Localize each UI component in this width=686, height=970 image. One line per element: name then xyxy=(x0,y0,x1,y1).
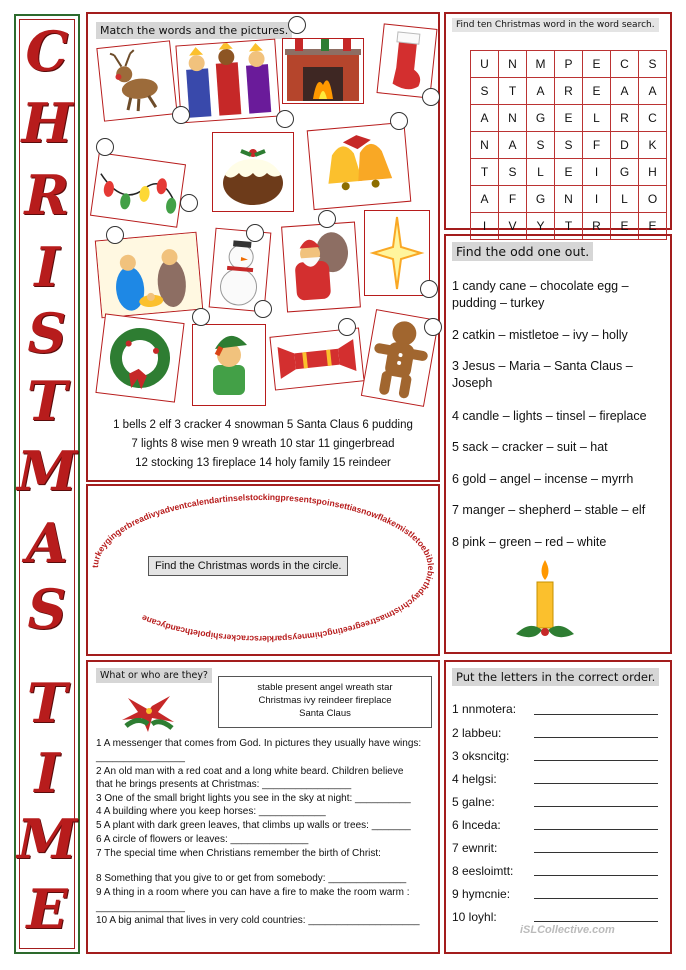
word-search-row xyxy=(471,186,667,213)
pudding-picture xyxy=(212,132,294,212)
word-search-cell[interactable]: E xyxy=(555,105,583,132)
unscramble-item: 10 loyhl: xyxy=(452,910,497,924)
question-line: 10 A big animal that lives in very cold countries: ____________________ xyxy=(96,915,420,926)
word-search-cell[interactable]: E xyxy=(583,51,611,78)
candle-icon xyxy=(512,558,578,644)
match-word-line: 12 stocking 13 fireplace 14 holy family 15 reindeer xyxy=(135,457,391,469)
word-search-cell[interactable]: S xyxy=(471,78,499,105)
word-search-cell[interactable]: T xyxy=(499,78,527,105)
word-search-cell[interactable]: S xyxy=(639,51,667,78)
unscramble-title: Put the letters in the correct order. xyxy=(452,668,659,686)
word-search-instruction: Find ten Christmas word in the word search. xyxy=(452,18,659,32)
odd-item: 5 sack – cracker – suit – hat xyxy=(452,440,608,454)
title-letter: S xyxy=(27,577,67,641)
odd-item: 7 manger – shepherd – stable – elf xyxy=(452,503,646,517)
title-letter: C xyxy=(25,19,69,83)
word-search-cell[interactable]: U xyxy=(471,51,499,78)
poinsettia-icon xyxy=(118,686,180,734)
match-circle[interactable] xyxy=(180,194,198,212)
word-search-cell[interactable]: T xyxy=(555,213,583,240)
match-circle[interactable] xyxy=(288,16,306,34)
answer-line[interactable] xyxy=(534,737,658,738)
circle-words-section xyxy=(86,484,440,656)
match-word-line: 1 bells 2 elf 3 cracker 4 snowman 5 Santa Claus 6 pudding xyxy=(113,419,413,431)
answer-line[interactable] xyxy=(534,714,658,715)
word-search-cell[interactable]: F xyxy=(499,186,527,213)
word-search-cell[interactable]: K xyxy=(639,132,667,159)
word-search-cell[interactable]: E xyxy=(583,78,611,105)
word-search-cell[interactable]: A xyxy=(471,186,499,213)
fireplace-picture xyxy=(282,38,364,104)
odd-item: 2 catkin – mistletoe – ivy – holly xyxy=(452,328,628,342)
word-search-cell[interactable]: C xyxy=(611,51,639,78)
unscramble-item: 9 hymcnie: xyxy=(452,887,511,901)
word-search-cell[interactable]: F xyxy=(583,132,611,159)
word-search-cell[interactable]: T xyxy=(471,159,499,186)
side-title-frame xyxy=(14,14,80,954)
match-circle[interactable] xyxy=(276,110,294,128)
title-letter: T xyxy=(26,671,68,735)
odd-item: 4 candle – lights – tinsel – fireplace xyxy=(452,409,647,423)
word-search-cell[interactable]: L xyxy=(583,105,611,132)
odd-item: 6 gold – angel – incense – myrrh xyxy=(452,472,634,486)
word-search-row xyxy=(471,132,667,159)
question-line: ________________ xyxy=(96,902,185,913)
santa-claus-picture xyxy=(281,222,361,313)
question-line: 7 The special time when Christians remember the birth of Christ: xyxy=(96,848,381,859)
unscramble-item: 3 oksncitg: xyxy=(452,749,510,763)
unscramble-item: 2 labbeu: xyxy=(452,726,502,740)
word-bank-line: Santa Claus xyxy=(299,708,351,719)
match-circle[interactable] xyxy=(246,224,264,242)
word-search-cell[interactable]: R xyxy=(611,105,639,132)
unscramble-item: 8 eesloimtt: xyxy=(452,864,514,878)
word-search-grid xyxy=(470,50,667,240)
word-search-cell[interactable]: G xyxy=(527,105,555,132)
question-line: 8 Something that you give to or get from somebody: ______________ xyxy=(96,873,407,884)
question-line: 1 A messenger that comes from God. In pictures they usually have wings: xyxy=(96,738,422,749)
odd-one-out-title: Find the odd one out. xyxy=(452,242,593,261)
question-line: 2 An old man with a red coat and a long white beard. Children believe xyxy=(96,766,404,777)
title-letter: I xyxy=(34,741,60,805)
title-letter: E xyxy=(26,877,68,941)
question-line: 5 A plant with dark green leaves, that climbs up walls or trees: _______ xyxy=(96,820,411,831)
title-letter: S xyxy=(27,301,67,365)
unscramble-item: 1 nnmotera: xyxy=(452,702,517,716)
word-search-cell[interactable]: A xyxy=(499,132,527,159)
word-search-row xyxy=(471,105,667,132)
wise-men-picture xyxy=(175,39,280,124)
word-search-cell[interactable]: S xyxy=(555,132,583,159)
answer-line[interactable] xyxy=(534,921,658,922)
word-search-cell[interactable]: N xyxy=(499,51,527,78)
unscramble-item: 4 helgsi: xyxy=(452,772,497,786)
word-search-cell[interactable]: H xyxy=(639,159,667,186)
match-circle[interactable] xyxy=(254,300,272,318)
question-line: 3 One of the small bright lights you see in the sky at night: __________ xyxy=(96,793,411,804)
lights-picture xyxy=(90,152,186,228)
answer-line[interactable] xyxy=(534,898,658,899)
word-search-cell[interactable]: R xyxy=(583,213,611,240)
match-circle[interactable] xyxy=(390,112,408,130)
word-search-cell[interactable]: L xyxy=(611,186,639,213)
watermark: iSLCollective.com xyxy=(520,924,615,936)
word-search-row xyxy=(471,51,667,78)
question-line: 4 A building where you keep horses: ____________ xyxy=(96,806,326,817)
word-bank-line: stable present angel wreath star xyxy=(257,682,393,693)
question-line: that he brings presents at Christmas: ________________ xyxy=(96,779,352,790)
bells-picture xyxy=(307,122,412,210)
question-line: 9 A thing in a room where you can have a fire to make the room warm : xyxy=(96,887,410,898)
word-search-cell[interactable]: L xyxy=(527,159,555,186)
odd-item: 8 pink – green – red – white xyxy=(452,535,607,549)
circle-words-instruction: Find the Christmas words in the circle. xyxy=(148,556,348,576)
word-search-cell[interactable]: M xyxy=(527,51,555,78)
reindeer-picture xyxy=(96,40,177,121)
elf-picture xyxy=(192,324,266,406)
match-circle[interactable] xyxy=(338,318,356,336)
matching-instruction: Match the words and the pictures. xyxy=(96,22,292,39)
title-letter: M xyxy=(17,439,77,503)
star-picture xyxy=(364,210,430,296)
cracker-picture xyxy=(269,327,364,390)
match-circle[interactable] xyxy=(106,226,124,244)
word-bank-line: Christmas ivy reindeer fireplace xyxy=(258,695,392,706)
word-search-cell[interactable]: N xyxy=(555,186,583,213)
ring-text: turkeygingerbreadivyadventcalendartinselstockingpresentspoinsettiasnowflakemistletoebiblebirthdaychristmastreegreetingchimneysparklerscrackershipolethcandycane xyxy=(89,491,437,645)
word-bank xyxy=(218,676,432,728)
word-search-cell[interactable]: P xyxy=(555,51,583,78)
match-word-list xyxy=(88,416,438,473)
answer-line[interactable] xyxy=(534,875,658,876)
match-circle[interactable] xyxy=(420,280,438,298)
holy-family-picture xyxy=(95,232,203,319)
word-search-cell[interactable]: Y xyxy=(527,213,555,240)
unscramble-item: 5 galne: xyxy=(452,795,495,809)
unscramble-item: 7 ewnrit: xyxy=(452,841,498,855)
answer-line[interactable] xyxy=(534,829,658,830)
word-search-cell[interactable]: I xyxy=(471,213,499,240)
match-circle[interactable] xyxy=(422,88,440,106)
word-search-cell[interactable]: V xyxy=(499,213,527,240)
match-circle[interactable] xyxy=(318,210,336,228)
word-search-cell[interactable]: N xyxy=(471,132,499,159)
word-search-cell[interactable]: G xyxy=(611,159,639,186)
word-search-cell[interactable]: C xyxy=(639,105,667,132)
word-search-cell[interactable]: I xyxy=(583,159,611,186)
word-search-cell[interactable]: E xyxy=(611,213,639,240)
match-circle[interactable] xyxy=(96,138,114,156)
matching-section xyxy=(86,12,440,482)
title-letter: M xyxy=(17,807,77,871)
unscramble-item: 6 lnceda: xyxy=(452,818,501,832)
answer-line[interactable] xyxy=(534,783,658,784)
answer-line[interactable] xyxy=(534,760,658,761)
what-or-who-title: What or who are they? xyxy=(96,668,212,683)
word-search-cell[interactable]: R xyxy=(555,78,583,105)
match-word-line: 7 lights 8 wise men 9 wreath 10 star 11 gingerbread xyxy=(131,438,395,450)
title-letter: R xyxy=(24,163,70,227)
word-search-cell[interactable]: A xyxy=(527,78,555,105)
word-search-cell[interactable]: I xyxy=(583,186,611,213)
title-letter: T xyxy=(26,369,68,433)
word-search-cell[interactable]: S xyxy=(499,159,527,186)
word-search-cell[interactable]: A xyxy=(639,78,667,105)
word-search-cell[interactable]: D xyxy=(611,132,639,159)
match-circle[interactable] xyxy=(192,308,210,326)
word-search-cell[interactable]: N xyxy=(499,105,527,132)
match-circle[interactable] xyxy=(424,318,442,336)
odd-item: 1 candy cane – chocolate egg – pudding – turkey xyxy=(452,279,629,310)
word-search-row xyxy=(471,159,667,186)
title-letter: A xyxy=(26,511,68,575)
question-line: 6 A circle of flowers or leaves: ______________ xyxy=(96,834,309,845)
answer-line[interactable] xyxy=(534,806,658,807)
question-line: ________________ xyxy=(96,752,185,763)
word-search-cell[interactable]: A xyxy=(471,105,499,132)
word-search-cell[interactable]: A xyxy=(611,78,639,105)
wreath-picture xyxy=(95,313,184,402)
word-search-row xyxy=(471,78,667,105)
word-search-cell[interactable]: E xyxy=(639,213,667,240)
match-circle[interactable] xyxy=(172,106,190,124)
title-letter: I xyxy=(34,235,60,299)
word-search-section xyxy=(444,12,672,233)
word-search-cell[interactable]: E xyxy=(555,159,583,186)
title-letter: H xyxy=(21,91,73,155)
word-search-cell[interactable]: G xyxy=(527,186,555,213)
word-search-cell[interactable]: O xyxy=(639,186,667,213)
word-search-cell[interactable]: S xyxy=(527,132,555,159)
odd-item: 3 Jesus – Maria – Santa Claus – Joseph xyxy=(452,359,633,390)
answer-line[interactable] xyxy=(534,852,658,853)
